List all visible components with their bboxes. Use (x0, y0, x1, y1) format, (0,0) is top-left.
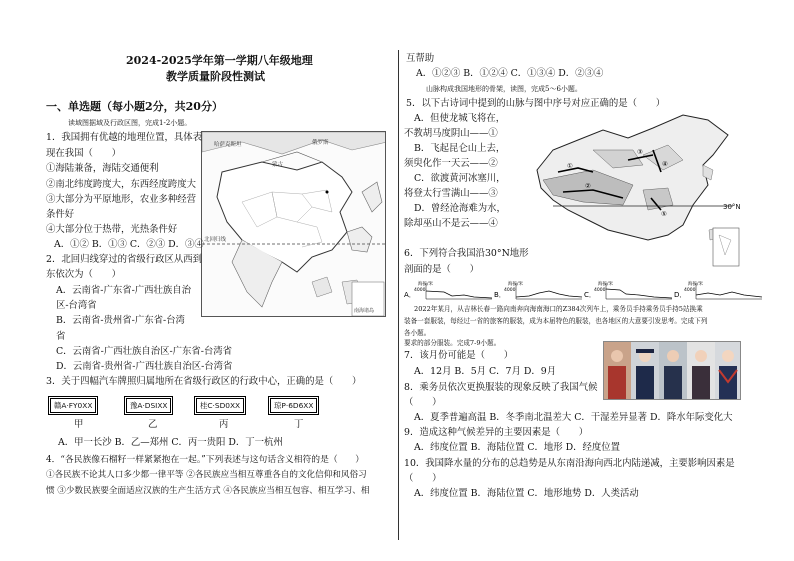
china-location-map (201, 131, 386, 317)
q1-item-3: ③大部分为平原地形，农业多种经营 (46, 194, 197, 205)
q5-option-b-cont: 须臾化作一天云——② (404, 158, 498, 169)
profile-b-unit: 海拔/米 (508, 282, 524, 287)
plate-jia (48, 396, 98, 415)
q5-option-d-cont: 除却巫山不是云——④ (404, 218, 498, 229)
passage-line-1: 2022年某月，从吉林长春一路向南奔向海南海口的Z384次列车上，乘务员手持乘务员手持5站换乘 (414, 305, 703, 313)
plate-yi-text: 豫A·DSIXX (126, 398, 171, 413)
q10-paren: （ ） (404, 473, 442, 484)
profile-a-elev: 4000 (414, 288, 426, 293)
q8-paren: （ ） (404, 397, 442, 408)
profile-a-drawing (404, 279, 494, 303)
profile-c-elev: 4000 (594, 288, 606, 293)
map-label-mongolia: 蒙古 (272, 162, 284, 168)
q2-option-d[interactable]: D．云南省-贵州省-广西壮族自治区-台湾省 (56, 361, 233, 372)
q1-stem-cont: 现在我国（ ） (46, 148, 122, 159)
map-label-south-china-sea: 南海诸岛 (354, 308, 375, 314)
map-label-tropic: 北回归线 (204, 237, 227, 243)
map-intro: 读域图据域及行政区图，完成1-2小题。 (68, 119, 192, 127)
q8-stem: 8．乘务员依次更换服装的现象反映了我国气候 (404, 382, 598, 393)
plate-label-jia: 甲 (74, 419, 84, 430)
q4-line-3: 互帮助 (406, 53, 435, 64)
q3-stem: 3．关于四幅汽车牌照归属地所在省级行政区的行政中心，正确的是（ ） (46, 376, 362, 387)
attendants-photo-drawing (604, 342, 741, 400)
passage-line-2: 装备一套服装，每经过一省的旅客的服装，成为本届特色的服装，也各地区的大意要引发思考。完成下列 (404, 317, 708, 325)
exam-title: 2024-2025学年第一学期八年级地理 (126, 54, 313, 67)
q6-profile-c[interactable] (584, 279, 674, 303)
q2-stem-cont: 东依次为（ ） (46, 269, 122, 280)
q4-line-2: 惯 ③少数民族要全面适应汉族的生产生活方式 ④各民族应当相互包容、相互学习、相 (46, 486, 370, 496)
china-mountains-map-drawing (533, 110, 741, 268)
q6-profile-b[interactable] (494, 279, 584, 303)
q5-option-a[interactable]: A．但使龙城飞将在， (414, 113, 506, 124)
china-mountains-map (533, 110, 741, 268)
plate-bing (194, 396, 246, 415)
profile-b-drawing (494, 279, 584, 303)
q4-options[interactable]: A．①②③ B．①②④ C．①③④ D．②③④ (416, 68, 604, 79)
q7-options[interactable]: A．12月 B．5月 C．7月 D．9月 (414, 366, 557, 377)
q4-stem: 4．“各民族像石榴籽一样紧紧抱在一起。”下列表述与这句话含义相符的是（ ） (46, 455, 365, 465)
mountain-label-1: ① (567, 162, 573, 170)
q6-stem: 6．下列符合我国沿30°N地形 (404, 248, 529, 259)
profile-c-label: C． (584, 291, 596, 299)
passage-line-3: 各小题。 (404, 329, 431, 337)
q2-stem: 2．北回归线穿过的省级行政区从西到 (46, 254, 202, 265)
q1-stem: 1．我国拥有优越的地理位置，具体表 (46, 132, 202, 143)
q10-stem: 10．我国降水量的分布的总趋势是从东南沿海向西北内陆递减，主要影响因素是 (404, 458, 735, 469)
map-label-kazakhstan: 哈萨克斯坦 (214, 142, 242, 148)
column-divider (398, 50, 399, 540)
q1-item-2: ②南北纬度跨度大，东西经度跨度大 (46, 179, 197, 190)
plate-bing-text: 桂C·SD0XX (196, 398, 244, 413)
q2-option-a[interactable]: A．云南省-广东省-广西壮族自治 (56, 285, 191, 296)
plate-label-bing: 丙 (219, 419, 229, 430)
q1-item-4: ④大部分位于热带，光热条件好 (46, 224, 178, 235)
mountain-label-4: ④ (662, 160, 668, 168)
q5-option-c-cont: 将登太行雪满山——③ (404, 188, 498, 199)
profile-c-unit: 海拔/米 (598, 282, 614, 287)
china-location-map-drawing (202, 132, 386, 317)
plate-jia-text: 赣A·FY0XX (50, 398, 96, 413)
profile-a-label: A． (404, 291, 416, 299)
q5-option-d[interactable]: D．曾经沧海难为水， (414, 203, 506, 214)
profile-b-label: B． (494, 291, 506, 299)
plate-yi (124, 396, 173, 415)
section-heading: 一、单选题（每小题2分，共20分） (46, 100, 223, 113)
profile-b-elev: 4000 (504, 288, 516, 293)
q1-item-3-cont: 条件好 (46, 209, 75, 220)
q4-line-1: ①各民族不论其人口多少都一律平等 ②各民族应当相互尊重各自的文化信仰和风俗习 (46, 470, 367, 480)
profile-c-drawing (584, 279, 674, 303)
q7-stem: 7．该月份可能是（ ） (404, 350, 514, 361)
profile-d-drawing (674, 279, 764, 303)
mountain-label-5: ⑤ (661, 210, 667, 218)
mountain-label-2: ② (585, 182, 591, 190)
q5-option-c[interactable]: C．欲渡黄河冰塞川， (414, 173, 506, 184)
q2-option-a-cont: 区-台湾省 (56, 300, 97, 311)
map-label-30n: 30°N (723, 203, 741, 211)
q6-stem-cont: 剖面的是（ ） (404, 264, 480, 275)
attendants-photo-strip (603, 341, 741, 400)
q5-stem: 5．以下古诗词中提到的山脉与图中序号对应正确的是（ ） (406, 98, 666, 109)
exam-subtitle: 教学质量阶段性测试 (166, 70, 265, 83)
map-label-russia: 俄罗斯 (312, 140, 329, 146)
plate-ding (268, 396, 319, 415)
q5-intro: 山脉构成我国地形的骨架，读图，完成5～6小题。 (426, 85, 582, 93)
profile-d-unit: 海拔/米 (688, 282, 704, 287)
q6-profile-a[interactable] (404, 279, 494, 303)
q1-item-1: ①海陆兼备，海陆交通便利 (46, 163, 159, 174)
q9-stem: 9．造成这种气候差异的主要因素是（ ） (404, 427, 589, 438)
profile-d-elev: 4000 (684, 288, 696, 293)
q2-option-b[interactable]: B．云南省-贵州省-广东省-台湾 (56, 315, 185, 326)
profile-a-unit: 海拔/米 (418, 282, 434, 287)
q3-options[interactable]: A．甲一长沙 B．乙—郑州 C．丙一贵阳 D．丁一杭州 (58, 437, 283, 448)
q8-options[interactable]: A．夏季普遍高温 B．冬季南北温差大 C．干湿差异显著 D．降水年际变化大 (414, 412, 733, 423)
plate-label-yi: 乙 (148, 419, 158, 430)
q6-profile-d[interactable] (674, 279, 764, 303)
q9-options[interactable]: A．纬度位置 B．海陆位置 C．地形 D．经度位置 (414, 442, 621, 453)
q1-options[interactable]: A．①② B．①③ C．②③ D．③④ (54, 239, 204, 250)
q5-option-a-cont: 不教胡马度阴山——① (404, 128, 498, 139)
q2-option-b-cont: 省 (56, 331, 66, 342)
passage-line-4: 要求的部分服装。完成7-9小题。 (404, 339, 501, 347)
q10-options[interactable]: A．纬度位置 B．海陆位置 C．地形地势 D．人类活动 (414, 488, 639, 499)
plate-ding-text: 琼P·6D6XX (270, 398, 317, 413)
mountain-label-3: ③ (637, 148, 643, 156)
profile-d-label: D． (674, 291, 687, 299)
plate-label-ding: 丁 (294, 419, 304, 430)
q2-option-c[interactable]: C．云南省-广西壮族自治区-广东省-台湾省 (56, 346, 233, 357)
q5-option-b[interactable]: B．飞起昆仑山上去， (414, 143, 506, 154)
